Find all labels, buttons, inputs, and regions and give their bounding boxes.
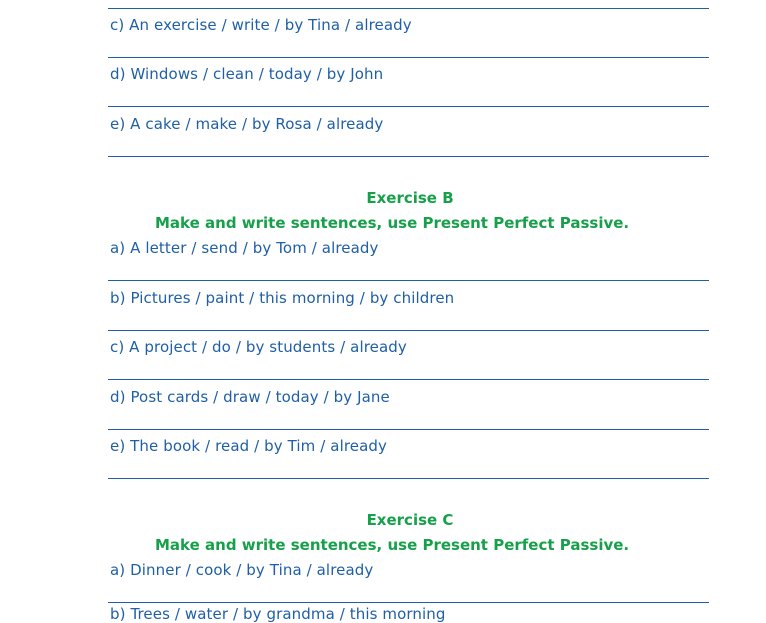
answer-line	[108, 602, 709, 603]
exercise-title: Exercise C	[366, 511, 454, 529]
answer-line	[108, 106, 709, 107]
exercise-item: b) Pictures / paint / this morning / by children	[110, 289, 455, 307]
answer-line	[108, 280, 709, 281]
exercise-item: e) A cake / make / by Rosa / already	[110, 115, 384, 133]
exercise-item: d) Post cards / draw / today / by Jane	[110, 388, 390, 406]
exercise-item: c) An exercise / write / by Tina / already	[110, 16, 412, 34]
exercise-item: a) A letter / send / by Tom / already	[110, 239, 379, 257]
exercise-instruction: Make and write sentences, use Present Perfect Passive.	[155, 214, 630, 232]
answer-line	[108, 478, 709, 479]
answer-line	[108, 57, 709, 58]
answer-line	[108, 429, 709, 430]
answer-line	[108, 156, 709, 157]
exercise-item: a) Dinner / cook / by Tina / already	[110, 561, 374, 579]
exercise-item: b) Trees / water / by grandma / this morning	[110, 605, 446, 623]
exercise-title: Exercise B	[366, 189, 454, 207]
exercise-item: e) The book / read / by Tim / already	[110, 437, 387, 455]
exercise-item: c) A project / do / by students / already	[110, 338, 407, 356]
exercise-instruction: Make and write sentences, use Present Perfect Passive.	[155, 536, 630, 554]
answer-line	[108, 330, 709, 331]
answer-line	[108, 8, 709, 9]
answer-line	[108, 379, 709, 380]
exercise-item: d) Windows / clean / today / by John	[110, 65, 384, 83]
